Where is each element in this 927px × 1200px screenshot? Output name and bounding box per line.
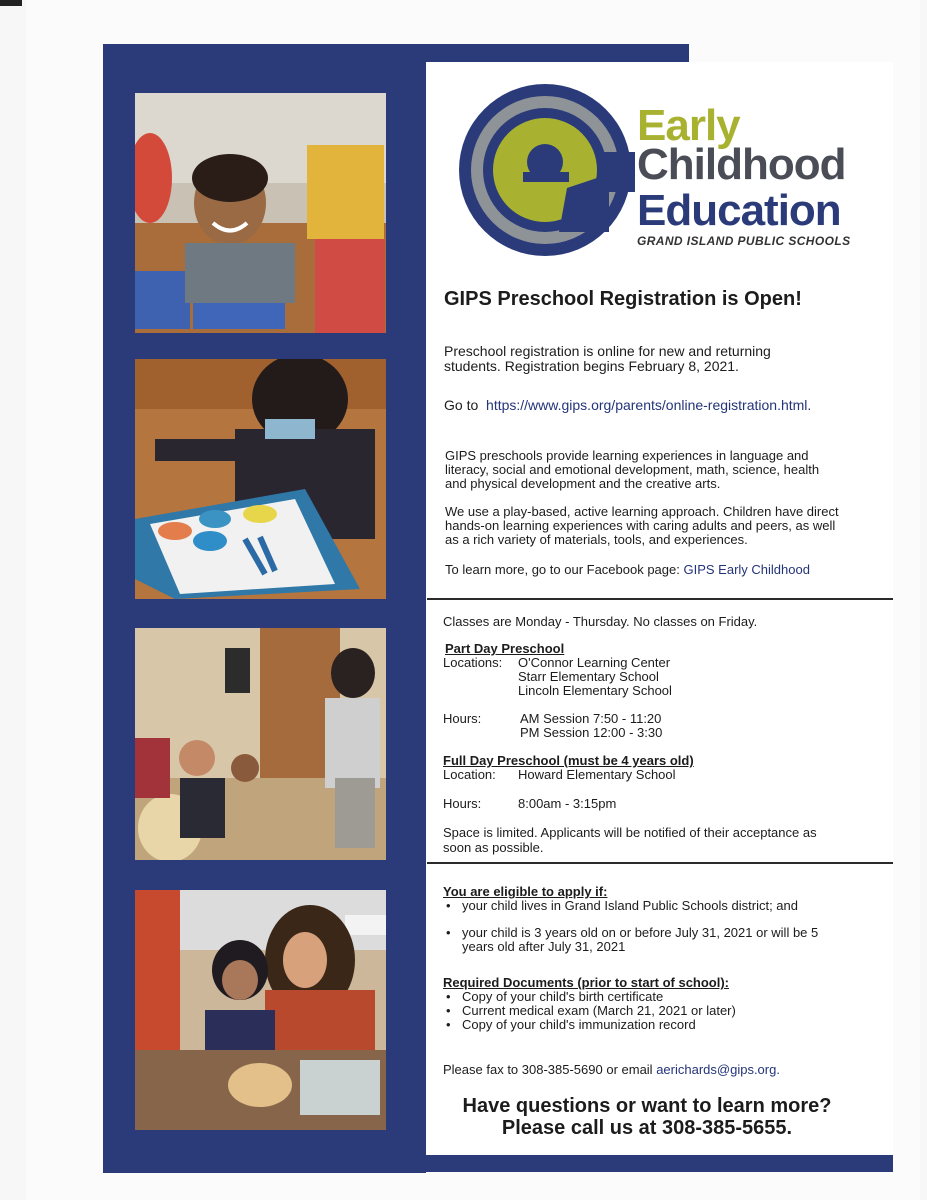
part-day-hours-label: Hours: [443, 711, 482, 726]
photo-child-painting [135, 359, 386, 599]
facebook-label: To learn more, go to our Facebook page: [445, 562, 680, 577]
eligibility-heading: You are eligible to apply if: [443, 884, 608, 899]
part-day-am-session: AM Session 7:50 - 11:20 [520, 711, 662, 726]
document-item [446, 1017, 696, 1032]
eligibility-item-2-line-2: years old after July 31, 2021 [462, 939, 626, 954]
closing-line-2: Please call us at 308-385-5655. [501, 1117, 793, 1139]
page-title: GIPS Preschool Registration is Open! [444, 288, 802, 310]
ece-e-mark-icon [459, 82, 659, 262]
logo-word-childhood: Childhood [637, 140, 846, 189]
about-p2-line-3: as a rich variety of materials, tools, and experiences. [445, 532, 748, 547]
contact-line [443, 1062, 780, 1077]
scan-mark [0, 0, 22, 6]
photo-teacher-with-girl [135, 890, 386, 1130]
document-item-1: Copy of your child's birth certificate [462, 989, 664, 1004]
full-day-hours: 8:00am - 3:15pm [518, 796, 617, 811]
photo-teacher-with-children [135, 628, 386, 860]
eligibility-item [446, 898, 798, 913]
about-p1-line-3: and physical development and the creative arts. [445, 476, 721, 491]
class-days: Classes are Monday - Thursday. No classes on Friday. [443, 614, 758, 629]
full-day-hours-label: Hours: [443, 796, 482, 811]
contact-prefix: Please fax to 308-385-5690 or email [443, 1062, 653, 1077]
facebook-page-link[interactable]: GIPS Early Childhood [683, 562, 810, 577]
about-p2-line-2: hands-on learning experiences with caring adults and peers, as well [445, 518, 836, 533]
photo-boy-with-blocks [135, 93, 386, 333]
eligibility-item-1: your child lives in Grand Island Public Schools district; and [462, 898, 798, 913]
logo-word-education: Education [637, 186, 841, 235]
goto-line [444, 398, 811, 413]
about-p1-line-1: GIPS preschools provide learning experiences in language and [445, 448, 809, 463]
document-item-3: Copy of your child's immunization record [462, 1017, 696, 1032]
bullet-icon: • [446, 898, 451, 913]
document-item-2: Current medical exam (March 21, 2021 or later) [462, 1003, 736, 1018]
eligibility-item-2-line-1: your child is 3 years old on or before July 31, 2021 or will be 5 [462, 925, 819, 940]
intro-line-1: Preschool registration is online for new and returning [444, 343, 771, 359]
space-note-line-2: soon as possible. [443, 840, 544, 855]
about-p2-line-1: We use a play-based, active learning approach. Children have direct [445, 504, 839, 519]
part-day-heading: Part Day Preschool [445, 641, 565, 656]
part-day-location-3: Lincoln Elementary School [518, 683, 672, 698]
registration-link[interactable]: https://www.gips.org/parents/online-registration.html. [486, 397, 812, 413]
full-day-heading: Full Day Preschool (must be 4 years old) [443, 753, 694, 768]
section-divider-2 [427, 862, 893, 864]
eligibility-item-continued [446, 939, 625, 954]
full-day-location: Howard Elementary School [518, 767, 676, 782]
bullet-icon: • [446, 1017, 451, 1032]
eligibility-item [446, 925, 818, 940]
document-item [446, 1003, 736, 1018]
space-note-line-1: Space is limited. Applicants will be notified of their acceptance as [443, 825, 817, 840]
bullet-icon: • [446, 925, 451, 940]
part-day-pm-session: PM Session 12:00 - 3:30 [520, 725, 663, 740]
bullet-icon: • [446, 1003, 451, 1018]
about-p1-line-2: literacy, social and emotional development, math, science, health [445, 462, 820, 477]
documents-heading: Required Documents (prior to start of school): [443, 975, 730, 990]
part-day-locations-label: Locations: [443, 655, 503, 670]
part-day-location-1: O'Connor Learning Center [518, 655, 671, 670]
bullet-icon: • [446, 989, 451, 1004]
part-day-location-2: Starr Elementary School [518, 669, 659, 684]
document-item [446, 989, 663, 1004]
contact-email-link[interactable]: aerichards@gips.org. [656, 1062, 780, 1077]
full-day-location-label: Location: [443, 767, 496, 782]
section-divider-1 [427, 598, 893, 600]
logo-subtitle: GRAND ISLAND PUBLIC SCHOOLS [637, 234, 851, 248]
intro-line-2: students. Registration begins February 8, 2021. [444, 358, 739, 374]
closing-callout [427, 1095, 867, 1139]
facebook-line [445, 562, 810, 577]
logo-word-early: Early [637, 101, 740, 150]
bottom-border-band [103, 1155, 893, 1172]
top-border-band [103, 44, 689, 62]
goto-label: Go to [444, 397, 479, 413]
closing-line-1: Have questions or want to learn more? [462, 1095, 832, 1117]
